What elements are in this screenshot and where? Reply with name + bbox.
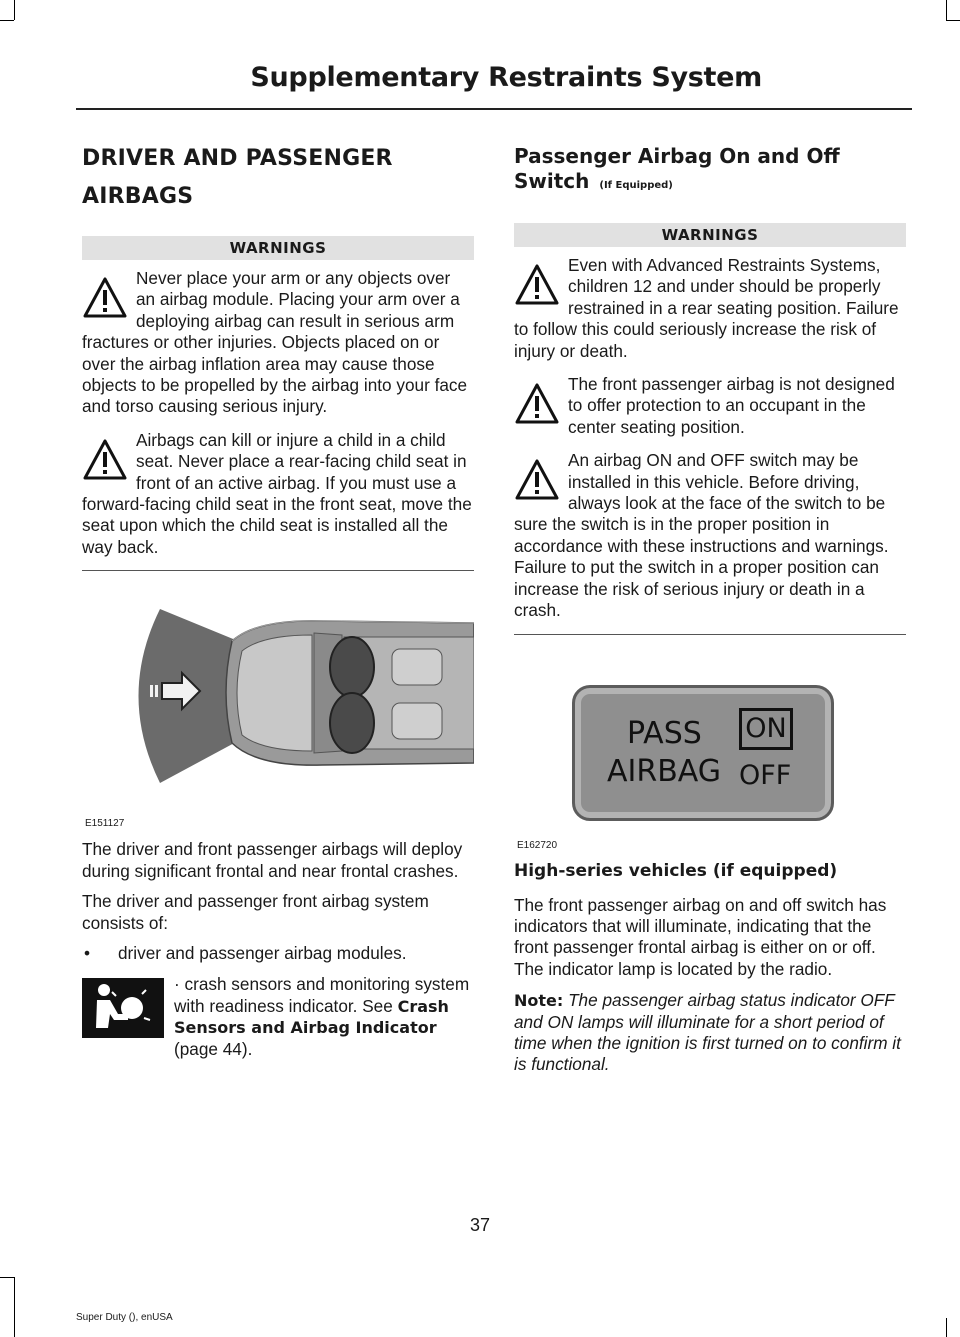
warning-triangle-icon [514,458,560,502]
note-paragraph [514,990,906,1076]
section-heading [514,144,906,198]
body-paragraph: The front passenger airbag on and off switch has indicators that will illuminate, indicating that the front passenger frontal airbag is either on or off. The indicator lamp is located by the radio. [514,894,887,979]
crop-mark [946,1318,947,1337]
warning-text: Airbags can kill or injure a child in a child seat. Never place a rear-facing child seat in front of an active airbag. If you must use a forward-facing child seat in the front seat, move the seat upon which the child seat is installed all the way back. [82,429,472,557]
note-label: Note: [514,991,564,1011]
car-top-view-illustration [82,571,474,833]
page-title: Supplementary Restraints System [250,62,762,93]
heading-line: DRIVER AND PASSENGER [82,146,393,171]
cross-reference-link[interactable]: Crash Sensors and Airbag Indicator [174,996,449,1038]
heading-line: AIRBAGS [82,184,194,209]
bullet-text: driver and passenger airbag modules. [118,942,407,963]
crop-mark [14,1277,15,1337]
bullet-dot: • [84,942,91,963]
warning-item [514,255,906,362]
warning-triangle-icon [82,438,128,482]
left-column [82,140,474,1069]
heading-text: Passenger Airbag On and Off Switch [514,144,840,193]
crop-mark [14,0,15,20]
switch-airbag-label: AIRBAG [607,753,722,789]
switch-off-indicator: OFF [739,759,792,791]
switch-on-indicator: ON [739,708,793,750]
airbag-switch-figure [514,635,906,855]
subheading: High-series vehicles (if equipped) [514,860,838,881]
warning-text: The front passenger airbag is not designed to offer protection to an occupant in the center seating position. [568,374,895,437]
page-reference: (page 44). [174,1038,253,1059]
document-id: Super Duty (), enUSA [76,1312,173,1323]
warning-text: An airbag ON and OFF switch may be installed in this vehicle. Before driving, always look at the face of the switch to be sure the switch is in the proper position in accordance with these instructions and warnings. Failure to put the switch in a proper position can increase the risk of serious injury or death in a crash. [514,450,889,621]
note-text: The passenger airbag status indicator OFF and ON lamps will illuminate for a short period of time when the ignition is first turned on to confirm it is functional. [514,990,901,1075]
bullet-item [82,943,474,964]
switch-pass-label: PASS [627,715,702,751]
warning-text: Never place your arm or any objects over an airbag module. Placing your arm over a deploying airbag can result in serious arm fractures or other injuries. Objects placed on or over the airbag inflation area may cause those objects to be propelled by the airbag into your face and torso causing serious injury. [82,268,468,417]
crop-mark [0,20,14,21]
warning-item [82,268,474,418]
figure-code: E151127 [85,818,125,830]
warning-triangle-icon [514,263,560,307]
warning-item [514,374,906,438]
heading-suffix: (If Equipped) [599,180,673,191]
crop-mark [946,0,947,20]
warning-triangle-icon [82,276,128,320]
warnings-bar: WARNINGS [514,223,906,247]
passenger-airbag-switch-panel [572,685,834,821]
crop-mark [946,20,960,21]
airbag-deployment-figure [82,571,474,833]
page-number: 37 [469,1215,491,1235]
crash-text: · crash sensors and monitoring system with readiness indicator. See [174,974,470,1016]
crop-mark [0,1277,14,1278]
section-heading [82,140,474,216]
page-header [76,58,912,110]
airbag-warning-icon [82,978,164,1038]
warnings-bar: WARNINGS [82,236,474,260]
warning-triangle-icon [514,382,560,426]
warning-item [82,430,474,558]
crash-sensors-paragraph [82,974,474,1060]
body-paragraph: The driver and passenger front airbag system consists of: [82,891,429,933]
body-paragraph: The driver and front passenger airbags will deploy during significant frontal and near frontal crashes. [82,839,463,881]
warning-text: Even with Advanced Restraints Systems, children 12 and under should be properly restrained in a rear seating position. Failure to follow this could seriously increase the risk of injury or death. [514,255,899,361]
figure-code: E162720 [517,839,558,851]
warning-item [514,450,906,621]
right-column [514,140,906,1085]
